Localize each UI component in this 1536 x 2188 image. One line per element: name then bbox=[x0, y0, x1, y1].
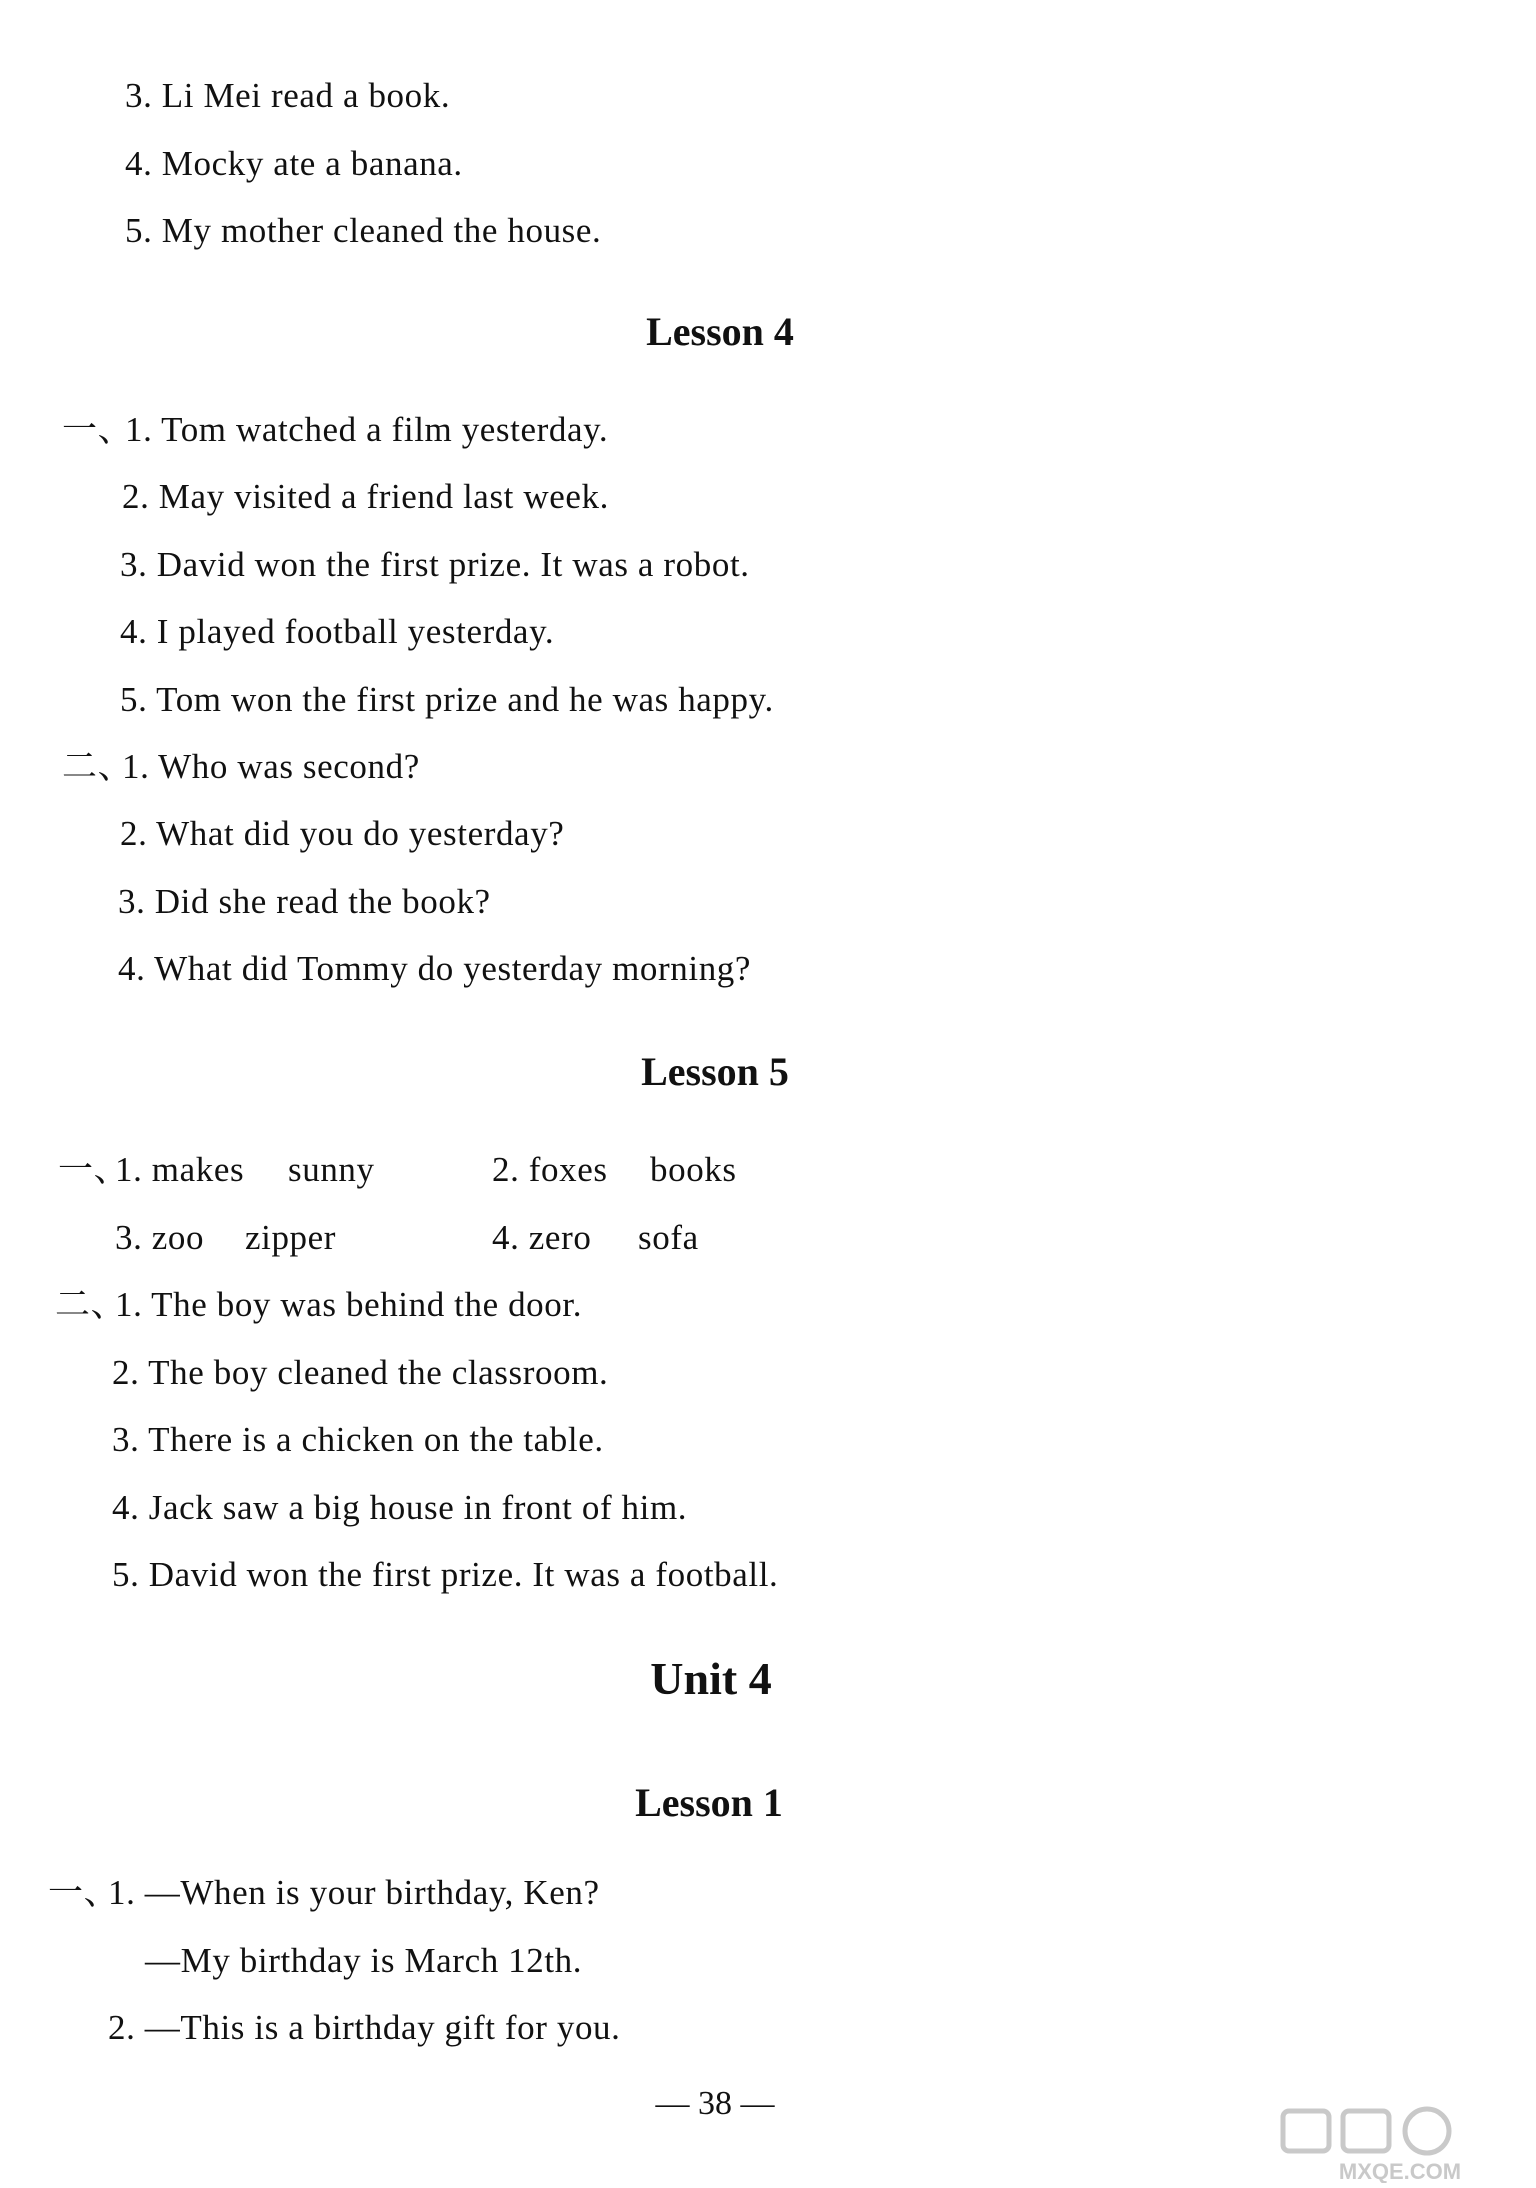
answer-line: 3. Li Mei read a book. bbox=[125, 76, 451, 115]
answer-line: 1. Who was second? bbox=[122, 747, 420, 786]
word-answer: 1. makes bbox=[115, 1150, 245, 1189]
section-marker: 二、 bbox=[62, 747, 134, 786]
answer-line: 1. Tom watched a film yesterday. bbox=[125, 410, 609, 449]
answer-line: 1. The boy was behind the door. bbox=[115, 1285, 583, 1324]
lesson-heading: Lesson 4 bbox=[646, 309, 794, 354]
word-answer: sunny bbox=[288, 1150, 375, 1189]
answer-line: 3. There is a chicken on the table. bbox=[112, 1420, 604, 1459]
watermark-logo bbox=[1275, 2105, 1525, 2183]
answer-line: 3. David won the first prize. It was a robot. bbox=[120, 545, 750, 584]
answer-line: 5. My mother cleaned the house. bbox=[125, 211, 602, 250]
section-marker: 一、 bbox=[62, 410, 134, 449]
answer-line: 5. David won the first prize. It was a football. bbox=[112, 1555, 779, 1594]
answer-line: 5. Tom won the first prize and he was happy. bbox=[120, 680, 774, 719]
section-marker: 一、 bbox=[58, 1150, 130, 1189]
word-answer: 2. foxes bbox=[492, 1150, 608, 1189]
word-answer: zipper bbox=[245, 1218, 337, 1257]
section-marker: 二、 bbox=[55, 1285, 127, 1324]
answer-line: 1. —When is your birthday, Ken? bbox=[108, 1873, 600, 1912]
word-answer: 3. zoo bbox=[115, 1218, 205, 1257]
word-answer: 4. zero bbox=[492, 1218, 592, 1257]
answer-line: 4. Mocky ate a banana. bbox=[125, 144, 463, 183]
answer-line: 4. I played football yesterday. bbox=[120, 612, 555, 651]
word-answer: sofa bbox=[638, 1218, 699, 1257]
answer-line: —My birthday is March 12th. bbox=[145, 1941, 583, 1980]
answer-line: 4. What did Tommy do yesterday morning? bbox=[118, 949, 752, 988]
page-number: — 38 — bbox=[655, 2085, 775, 2122]
word-answer: books bbox=[650, 1150, 737, 1189]
answer-line: 4. Jack saw a big house in front of him. bbox=[112, 1488, 688, 1527]
answer-line: 2. —This is a birthday gift for you. bbox=[108, 2008, 621, 2047]
svg-text:MXQE.COM: MXQE.COM bbox=[1338, 2159, 1462, 2183]
answer-line: 3. Did she read the book? bbox=[118, 882, 491, 921]
section-marker: 一、 bbox=[48, 1873, 120, 1912]
unit-heading: Unit 4 bbox=[650, 1653, 772, 1704]
answer-line: 2. May visited a friend last week. bbox=[122, 477, 609, 516]
answer-line: 2. The boy cleaned the classroom. bbox=[112, 1353, 609, 1392]
lesson-heading: Lesson 1 bbox=[635, 1780, 783, 1825]
answer-line: 2. What did you do yesterday? bbox=[120, 814, 565, 853]
lesson-heading: Lesson 5 bbox=[641, 1049, 789, 1094]
